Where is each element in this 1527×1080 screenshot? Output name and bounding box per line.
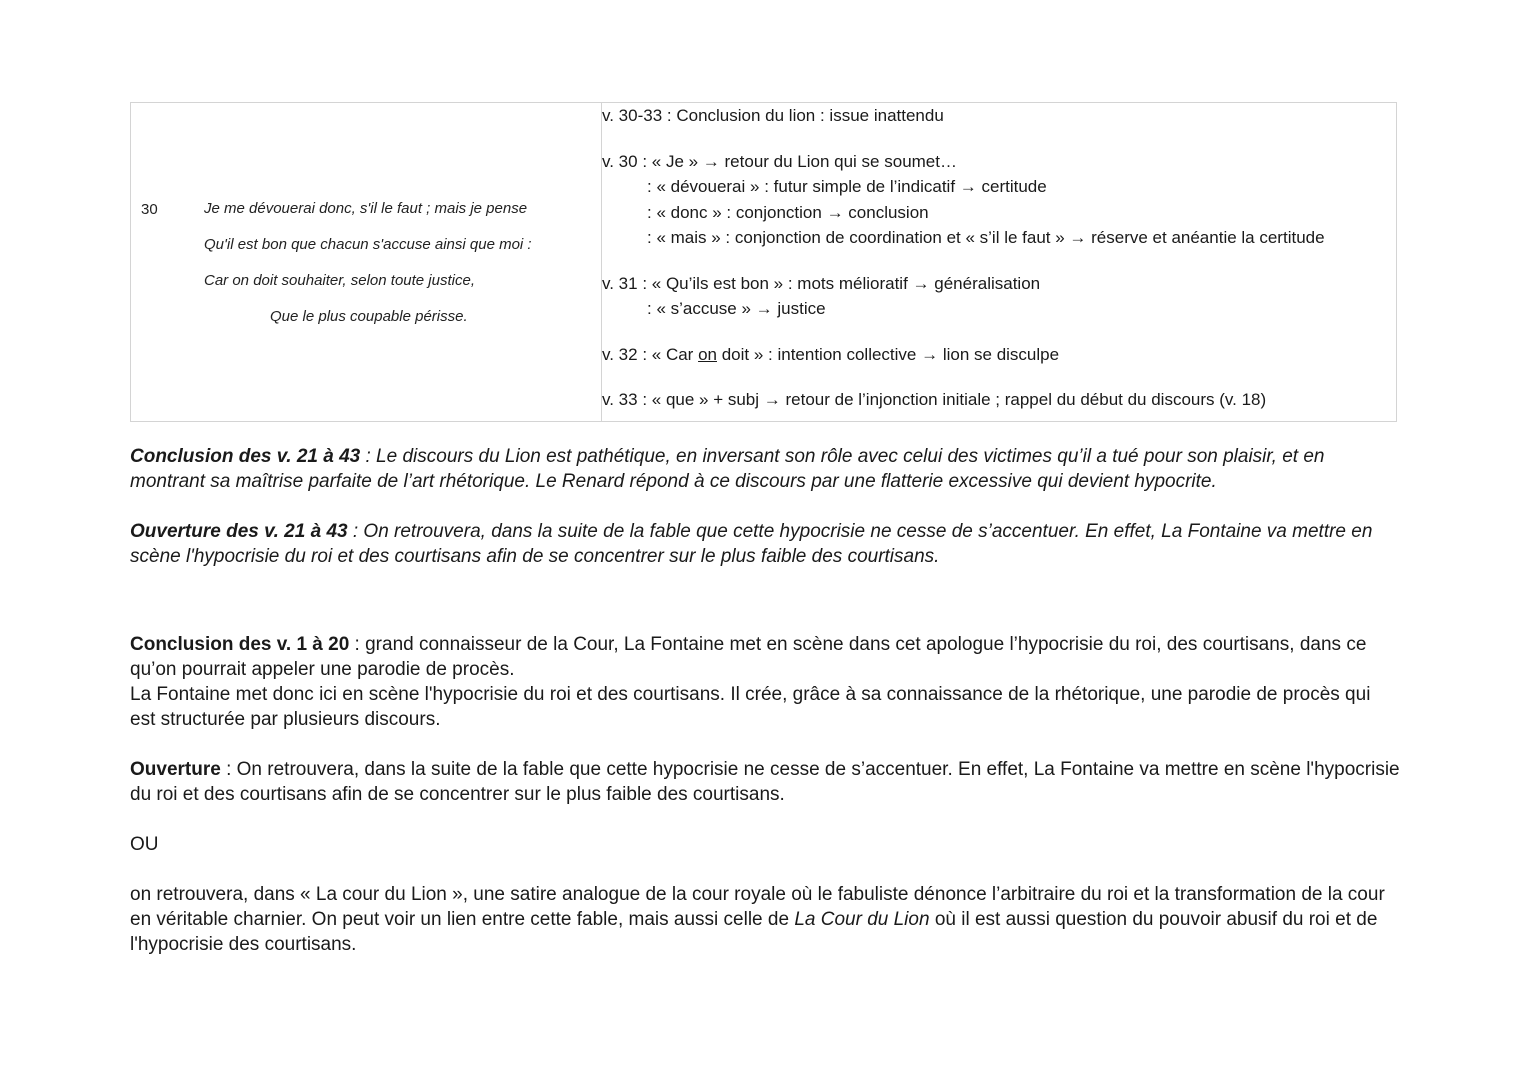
conclusion-21-43-paragraph: Conclusion des v. 21 à 43 : Le discours du Lion est pathétique, en inversant son rôle avec celui des victimes qu’il a tué pour son plaisir, et en montrant sa maîtrise parfaite de l’art rhétorique. Le Renard répond à ce discours par une flatterie excessive qui devient hypocrite. bbox=[130, 446, 1325, 492]
note-v32: v. 32 : « Car on doit » : intention collective → lion se disculpe bbox=[602, 344, 1060, 364]
verse-line: Je me dévouerai donc, s'il le faut ; mais je pense bbox=[204, 200, 528, 217]
fable-title: La Cour du Lion bbox=[794, 909, 930, 930]
ou-separator: OU bbox=[130, 834, 159, 855]
ouverture-label: Ouverture bbox=[130, 759, 221, 780]
note-v30-sub: : « donc » : conjonction → conclusion bbox=[647, 202, 929, 222]
table-row bbox=[131, 103, 1397, 422]
ouverture-21-43-paragraph: Ouverture des v. 21 à 43 : On retrouvera, dans la suite de la fable que cette hypocrisie ne cesse de s’accentuer. En effet, La Fontaine va mettre en scène l'hypocrisie du roi et des courtisans afin de se concentrer sur le plus faible des courtisans. bbox=[130, 521, 1373, 567]
poem-cell bbox=[131, 103, 602, 422]
analysis-table bbox=[130, 102, 1397, 422]
verse-number: 30 bbox=[141, 201, 158, 218]
note-v31-sub: : « s’accuse » → justice bbox=[647, 299, 826, 318]
ouverture-paragraph: Ouverture : On retrouvera, dans la suite de la fable que cette hypocrisie ne cesse de s’accentuer. En effet, La Fontaine va mettre en scène l'hypocrisie du roi et des courtisans afin de se concentrer sur le plus faible des courtisans. bbox=[130, 759, 1400, 805]
conclusion-1-20-continuation: La Fontaine met donc ici en scène l'hypocrisie du roi et des courtisans. Il crée, grâce à sa connaissance de la rhétorique, une parodie de procès qui est structurée par plusieurs discours. bbox=[130, 684, 1371, 730]
notes-cell bbox=[602, 103, 1397, 422]
note-v30-sub: : « mais » : conjonction de coordination et « s’il le faut » → réserve et anéantie la certitude bbox=[647, 228, 1325, 247]
conclusion-1-20-label: Conclusion des v. 1 à 20 bbox=[130, 634, 350, 655]
ouverture-21-43-label: Ouverture des v. 21 à 43 bbox=[130, 521, 348, 542]
verse-line: Que le plus coupable périsse. bbox=[270, 308, 468, 325]
conclusion-1-20-paragraph: Conclusion des v. 1 à 20 : grand connaisseur de la Cour, La Fontaine met en scène dans cet apologue l’hypocrisie du roi, des courtisans, dans ce qu’on pourrait appeler une parodie de procès. bbox=[130, 634, 1367, 680]
note-v33: v. 33 : « que » + subj → retour de l’injonction initiale ; rappel du début du discours (v. 18) bbox=[602, 390, 1267, 409]
verse-line: Qu'il est bon que chacun s'accuse ainsi que moi : bbox=[204, 236, 532, 253]
notes-heading: v. 30-33 : Conclusion du lion : issue inattendu bbox=[602, 106, 944, 125]
note-v30: v. 30 : « Je » → retour du Lion qui se soumet… bbox=[602, 151, 957, 171]
note-v31: v. 31 : « Qu’ils est bon » : mots mélioratif → généralisation bbox=[602, 273, 1041, 293]
verse-line: Car on doit souhaiter, selon toute justice, bbox=[204, 272, 475, 289]
note-v30-sub: : « dévouerai » : futur simple de l’indicatif → certitude bbox=[647, 177, 1047, 196]
alternative-ouverture-paragraph: on retrouvera, dans « La cour du Lion », une satire analogue de la cour royale où le fabuliste dénonce l’arbitraire du roi et la transformation de la cour en véritable charnier. On peut voir un lien entre cette fable, mais aussi celle de La Cour du Lion où il est aussi question du pouvoir abusif du roi et de l'hypocrisie des courtisans. bbox=[130, 884, 1385, 955]
conclusion-21-43-label: Conclusion des v. 21 à 43 bbox=[130, 446, 361, 467]
